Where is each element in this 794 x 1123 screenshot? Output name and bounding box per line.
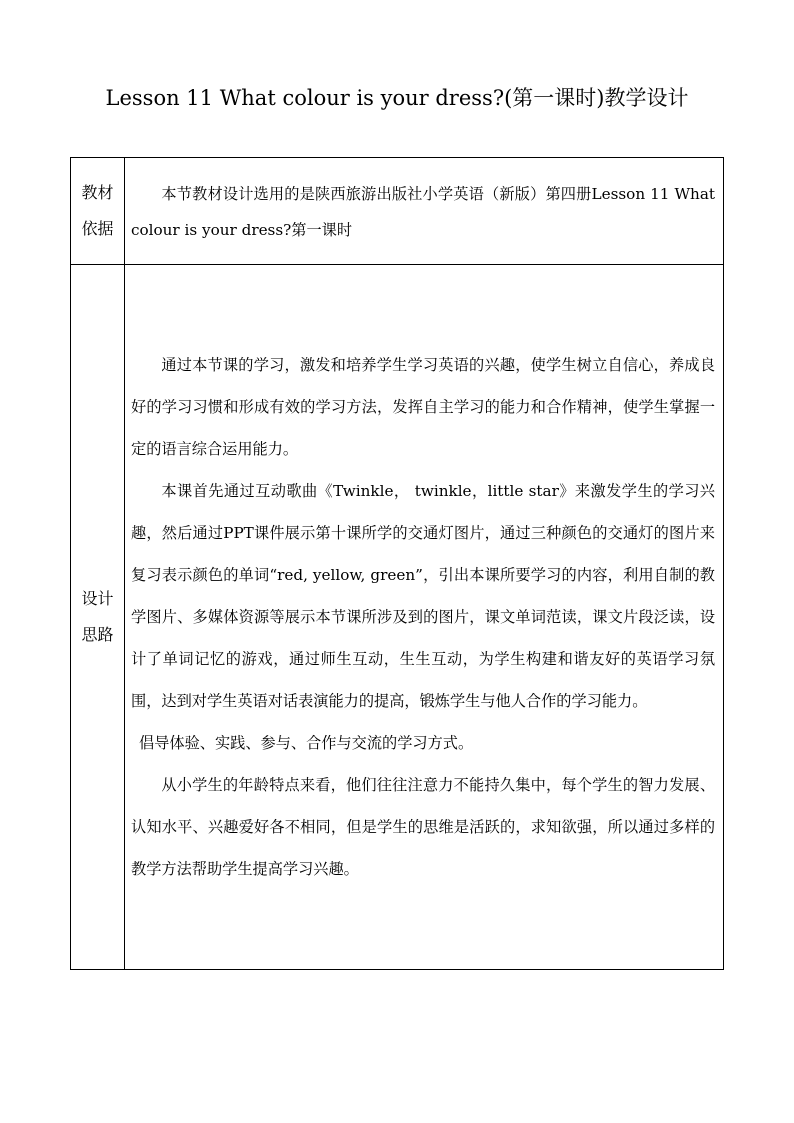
table-row-design-idea <box>71 265 724 970</box>
row-content-design-idea <box>125 265 724 970</box>
document-title: Lesson 11 What colour is your dress?(第一课时)教学设计 <box>105 86 689 110</box>
content-paragraph: 通过本节课的学习，激发和培养学生学习英语的兴趣，使学生树立自信心，养成良好的学习习惯和形成有效的学习方法，发挥自主学习的能力和合作精神，使学生掌握一定的语言综合运用能力。 <box>131 356 715 458</box>
lesson-plan-table <box>70 157 724 970</box>
row-label-line: 设计 <box>81 589 114 608</box>
content-paragraph: 本课首先通过互动歌曲《Twinkle， twinkle，little star》来激发学生的学习兴趣，然后通过PPT课件展示第十课所学的交通灯图片，通过三种颜色的交通灯的图片来复习表示颜色的单词“red, yellow, green”，引出本课所要学习的内容，利用自制的教学图片、多媒体资源等展示本节课所涉及到的图片，课文单词范读，课文片段泛读，设计了单词记忆的游戏，通过师生互动，生生互动，为学生构建和谐友好的英语学习氛围，达到对学生英语对话表演能力的提高，锻炼学生与他人合作的学习能力。 <box>131 482 715 710</box>
content-paragraph: 本节教材设计选用的是陕西旅游出版社小学英语（新版）第四册Lesson 11 What colour is your dress?第一课时 <box>131 185 715 239</box>
row-label-line: 依据 <box>81 219 114 238</box>
content-paragraph: 从小学生的年龄特点来看，他们往往注意力不能持久集中，每个学生的智力发展、认知水平、兴趣爱好各不相同，但是学生的思维是活跃的，求知欲强，所以通过多样的教学方法帮助学生提高学习兴趣。 <box>131 776 715 878</box>
content-paragraph: 倡导体验、实践、参与、合作与交流的学习方式。 <box>139 734 474 752</box>
table-row-teaching-basis <box>71 158 724 265</box>
row-label-teaching-basis <box>71 158 125 265</box>
row-content-teaching-basis <box>125 158 724 265</box>
row-label-line: 思路 <box>81 625 114 644</box>
row-label-design-idea <box>71 265 125 970</box>
row-label-line: 教材 <box>81 183 114 202</box>
